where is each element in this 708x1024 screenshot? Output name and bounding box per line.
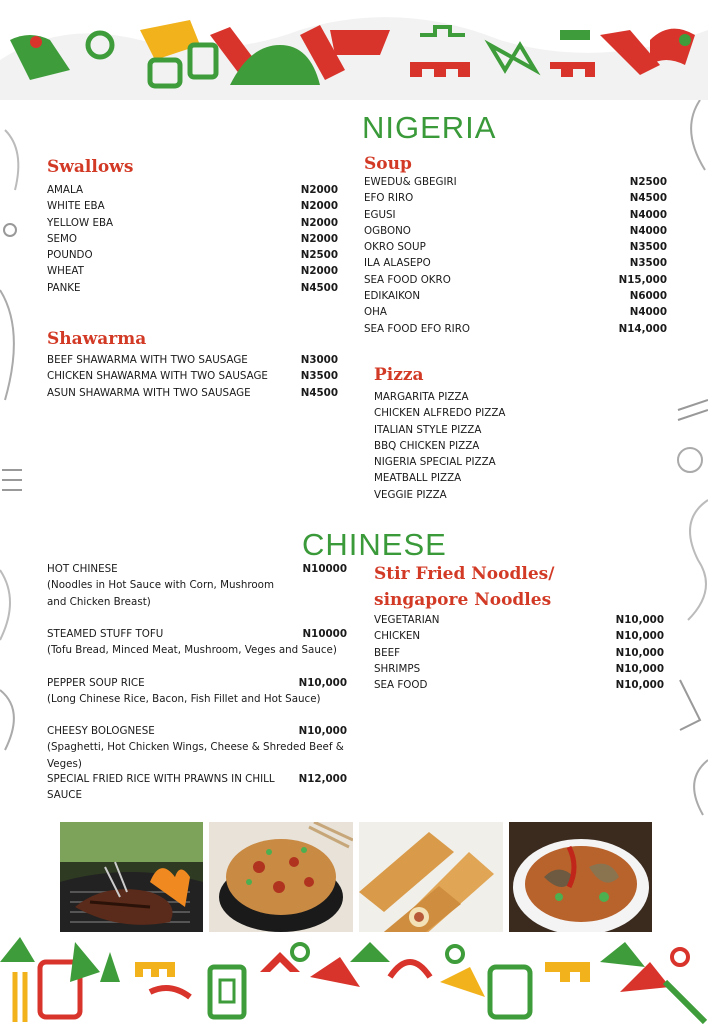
list-item xyxy=(364,304,667,320)
list-item xyxy=(364,190,667,206)
item-name: OKRO SOUP xyxy=(364,241,426,254)
item-description: and Chicken Breast) xyxy=(47,595,151,608)
chinese-item-hot-chinese xyxy=(47,561,347,610)
item-name: AMALA xyxy=(47,184,83,196)
right-sketch-decoration xyxy=(670,100,708,820)
left-sketch-decoration xyxy=(0,110,28,760)
list-item: CHICKEN ALFREDO PIZZA xyxy=(374,407,506,420)
item-price: N3500 xyxy=(629,257,667,270)
item-price: N4500 xyxy=(300,386,338,399)
list-item xyxy=(47,352,338,368)
item-price: N3500 xyxy=(300,370,338,383)
item-name: EGUSI xyxy=(364,208,396,221)
item-name: WHITE EBA xyxy=(47,200,105,213)
item-price: N10,000 xyxy=(615,614,664,626)
item-price: N4500 xyxy=(300,281,338,294)
item-name: CHEESY BOLOGNESE xyxy=(47,725,155,737)
item-name: CHICKEN xyxy=(374,630,421,643)
chinese-heading: CHINESE xyxy=(302,527,447,562)
item-name: YELLOW EBA xyxy=(47,216,114,229)
item-price: N3000 xyxy=(300,354,338,366)
photo-fried-rice-bowl xyxy=(209,822,353,936)
item-name: OHA xyxy=(364,306,387,319)
item-price: N12,000 xyxy=(298,773,347,785)
shawarma-list xyxy=(47,352,338,401)
list-item: VEGGIE PIZZA xyxy=(374,488,447,501)
item-name: STEAMED STUFF TOFU xyxy=(47,628,164,640)
list-item: NIGERIA SPECIAL PIZZA xyxy=(374,456,496,469)
item-price: N15,000 xyxy=(618,273,667,286)
item-price: N10,000 xyxy=(615,679,664,692)
item-name: SEA FOOD xyxy=(374,679,428,692)
item-price: N10,000 xyxy=(298,725,347,737)
list-item xyxy=(364,321,667,337)
list-item: MARGARITA PIZZA xyxy=(374,391,469,403)
item-name: HOT CHINESE xyxy=(47,563,118,575)
item-name: CHICKEN SHAWARMA WITH TWO SAUSAGE xyxy=(47,370,268,383)
list-item: BBQ CHICKEN PIZZA xyxy=(374,439,480,452)
list-item xyxy=(374,645,664,661)
item-name: SPECIAL FRIED RICE WITH PRAWNS IN CHILL SAUCE xyxy=(47,773,275,802)
list-item xyxy=(364,239,667,255)
list-item xyxy=(374,628,664,644)
photo-pepper-soup xyxy=(509,822,652,936)
item-description: (Tofu Bread, Minced Meat, Mushroom, Veges and Sauce) xyxy=(47,644,337,657)
item-price: N10,000 xyxy=(615,630,664,643)
item-price: N2000 xyxy=(300,232,338,245)
item-name: PEPPER SOUP RICE xyxy=(47,677,145,689)
chinese-item-pepper-soup-rice xyxy=(47,675,347,708)
pizza-list xyxy=(374,389,505,503)
soup-list xyxy=(364,174,667,337)
photo-spring-rolls xyxy=(359,822,503,936)
list-item xyxy=(47,385,338,401)
top-pattern-band xyxy=(0,0,708,100)
item-name: EWEDU& GBEGIRI xyxy=(364,176,457,188)
list-item xyxy=(374,612,664,628)
item-price: N2000 xyxy=(300,200,338,213)
list-item xyxy=(47,182,338,198)
noodles-title-line-1: Stir Fried Noodles/ xyxy=(374,564,555,584)
item-name: ILA ALASEPO xyxy=(364,257,431,270)
list-item xyxy=(47,280,338,296)
item-price: N4000 xyxy=(629,306,667,319)
list-item xyxy=(364,288,667,304)
pizza-title: Pizza xyxy=(374,365,424,385)
list-item xyxy=(47,198,338,214)
item-price: N2500 xyxy=(629,176,667,188)
swallows-title: Swallows xyxy=(47,157,134,177)
swallows-list xyxy=(47,182,338,296)
item-name: BEEF SHAWARMA WITH TWO SAUSAGE xyxy=(47,354,248,366)
item-price: N4000 xyxy=(629,224,667,237)
noodles-list xyxy=(374,612,664,693)
noodles-title xyxy=(374,561,554,613)
item-price: N10,000 xyxy=(615,646,664,659)
item-name: ASUN SHAWARMA WITH TWO SAUSAGE xyxy=(47,386,251,399)
item-price: N2000 xyxy=(300,216,338,229)
item-price: N4500 xyxy=(629,192,667,205)
list-item xyxy=(47,263,338,279)
item-name: SEA FOOD OKRO xyxy=(364,273,451,286)
item-price: N10000 xyxy=(302,563,347,575)
item-name: POUNDO xyxy=(47,249,93,262)
item-name: VEGETARIAN xyxy=(374,614,440,626)
item-description: (Noodles in Hot Sauce with Corn, Mushroom xyxy=(47,579,275,592)
item-price: N2000 xyxy=(300,184,338,196)
item-price: N2500 xyxy=(300,249,338,262)
item-price: N3500 xyxy=(629,241,667,254)
item-name: SEMO xyxy=(47,232,78,245)
item-name: BEEF xyxy=(374,646,400,659)
list-item: ITALIAN STYLE PIZZA xyxy=(374,423,482,436)
soup-title: Soup xyxy=(364,154,412,174)
item-name: WHEAT xyxy=(47,265,84,278)
photo-grilled-steak xyxy=(60,822,203,936)
item-name: SHRIMPS xyxy=(374,662,421,675)
chinese-item-special-fried-rice xyxy=(47,771,347,804)
item-description: (Long Chinese Rice, Bacon, Fish Fillet and Hot Sauce) xyxy=(47,693,321,706)
item-description: (Spaghetti, Hot Chicken Wings, Cheese & Shreded Beef & Veges) xyxy=(47,741,344,770)
list-item xyxy=(47,215,338,231)
bottom-pattern-band xyxy=(0,932,708,1024)
list-item xyxy=(47,368,338,384)
item-price: N10000 xyxy=(302,628,347,640)
noodles-title-line-2: singapore Noodles xyxy=(374,590,552,610)
list-item xyxy=(364,174,667,190)
item-name: SEA FOOD EFO RIRO xyxy=(364,322,470,335)
list-item xyxy=(47,247,338,263)
item-price: N10,000 xyxy=(298,677,347,689)
list-item xyxy=(364,223,667,239)
chinese-item-steamed-tofu xyxy=(47,626,347,659)
list-item xyxy=(364,207,667,223)
list-item xyxy=(364,255,667,271)
item-price: N2000 xyxy=(300,265,338,278)
list-item xyxy=(374,677,664,693)
nigeria-heading: NIGERIA xyxy=(362,110,497,145)
item-price: N14,000 xyxy=(618,322,667,335)
list-item xyxy=(364,272,667,288)
list-item: MEATBALL PIZZA xyxy=(374,472,462,485)
item-name: EFO RIRO xyxy=(364,192,414,205)
item-name: OGBONO xyxy=(364,224,411,237)
chinese-item-cheesy-bolognese xyxy=(47,723,347,772)
item-name: EDIKAIKON xyxy=(364,290,421,303)
list-item xyxy=(374,661,664,677)
item-price: N10,000 xyxy=(615,662,664,675)
list-item xyxy=(47,231,338,247)
item-price: N4000 xyxy=(629,208,667,221)
item-price: N6000 xyxy=(629,290,667,303)
shawarma-title: Shawarma xyxy=(47,329,147,349)
item-name: PANKE xyxy=(47,281,81,294)
